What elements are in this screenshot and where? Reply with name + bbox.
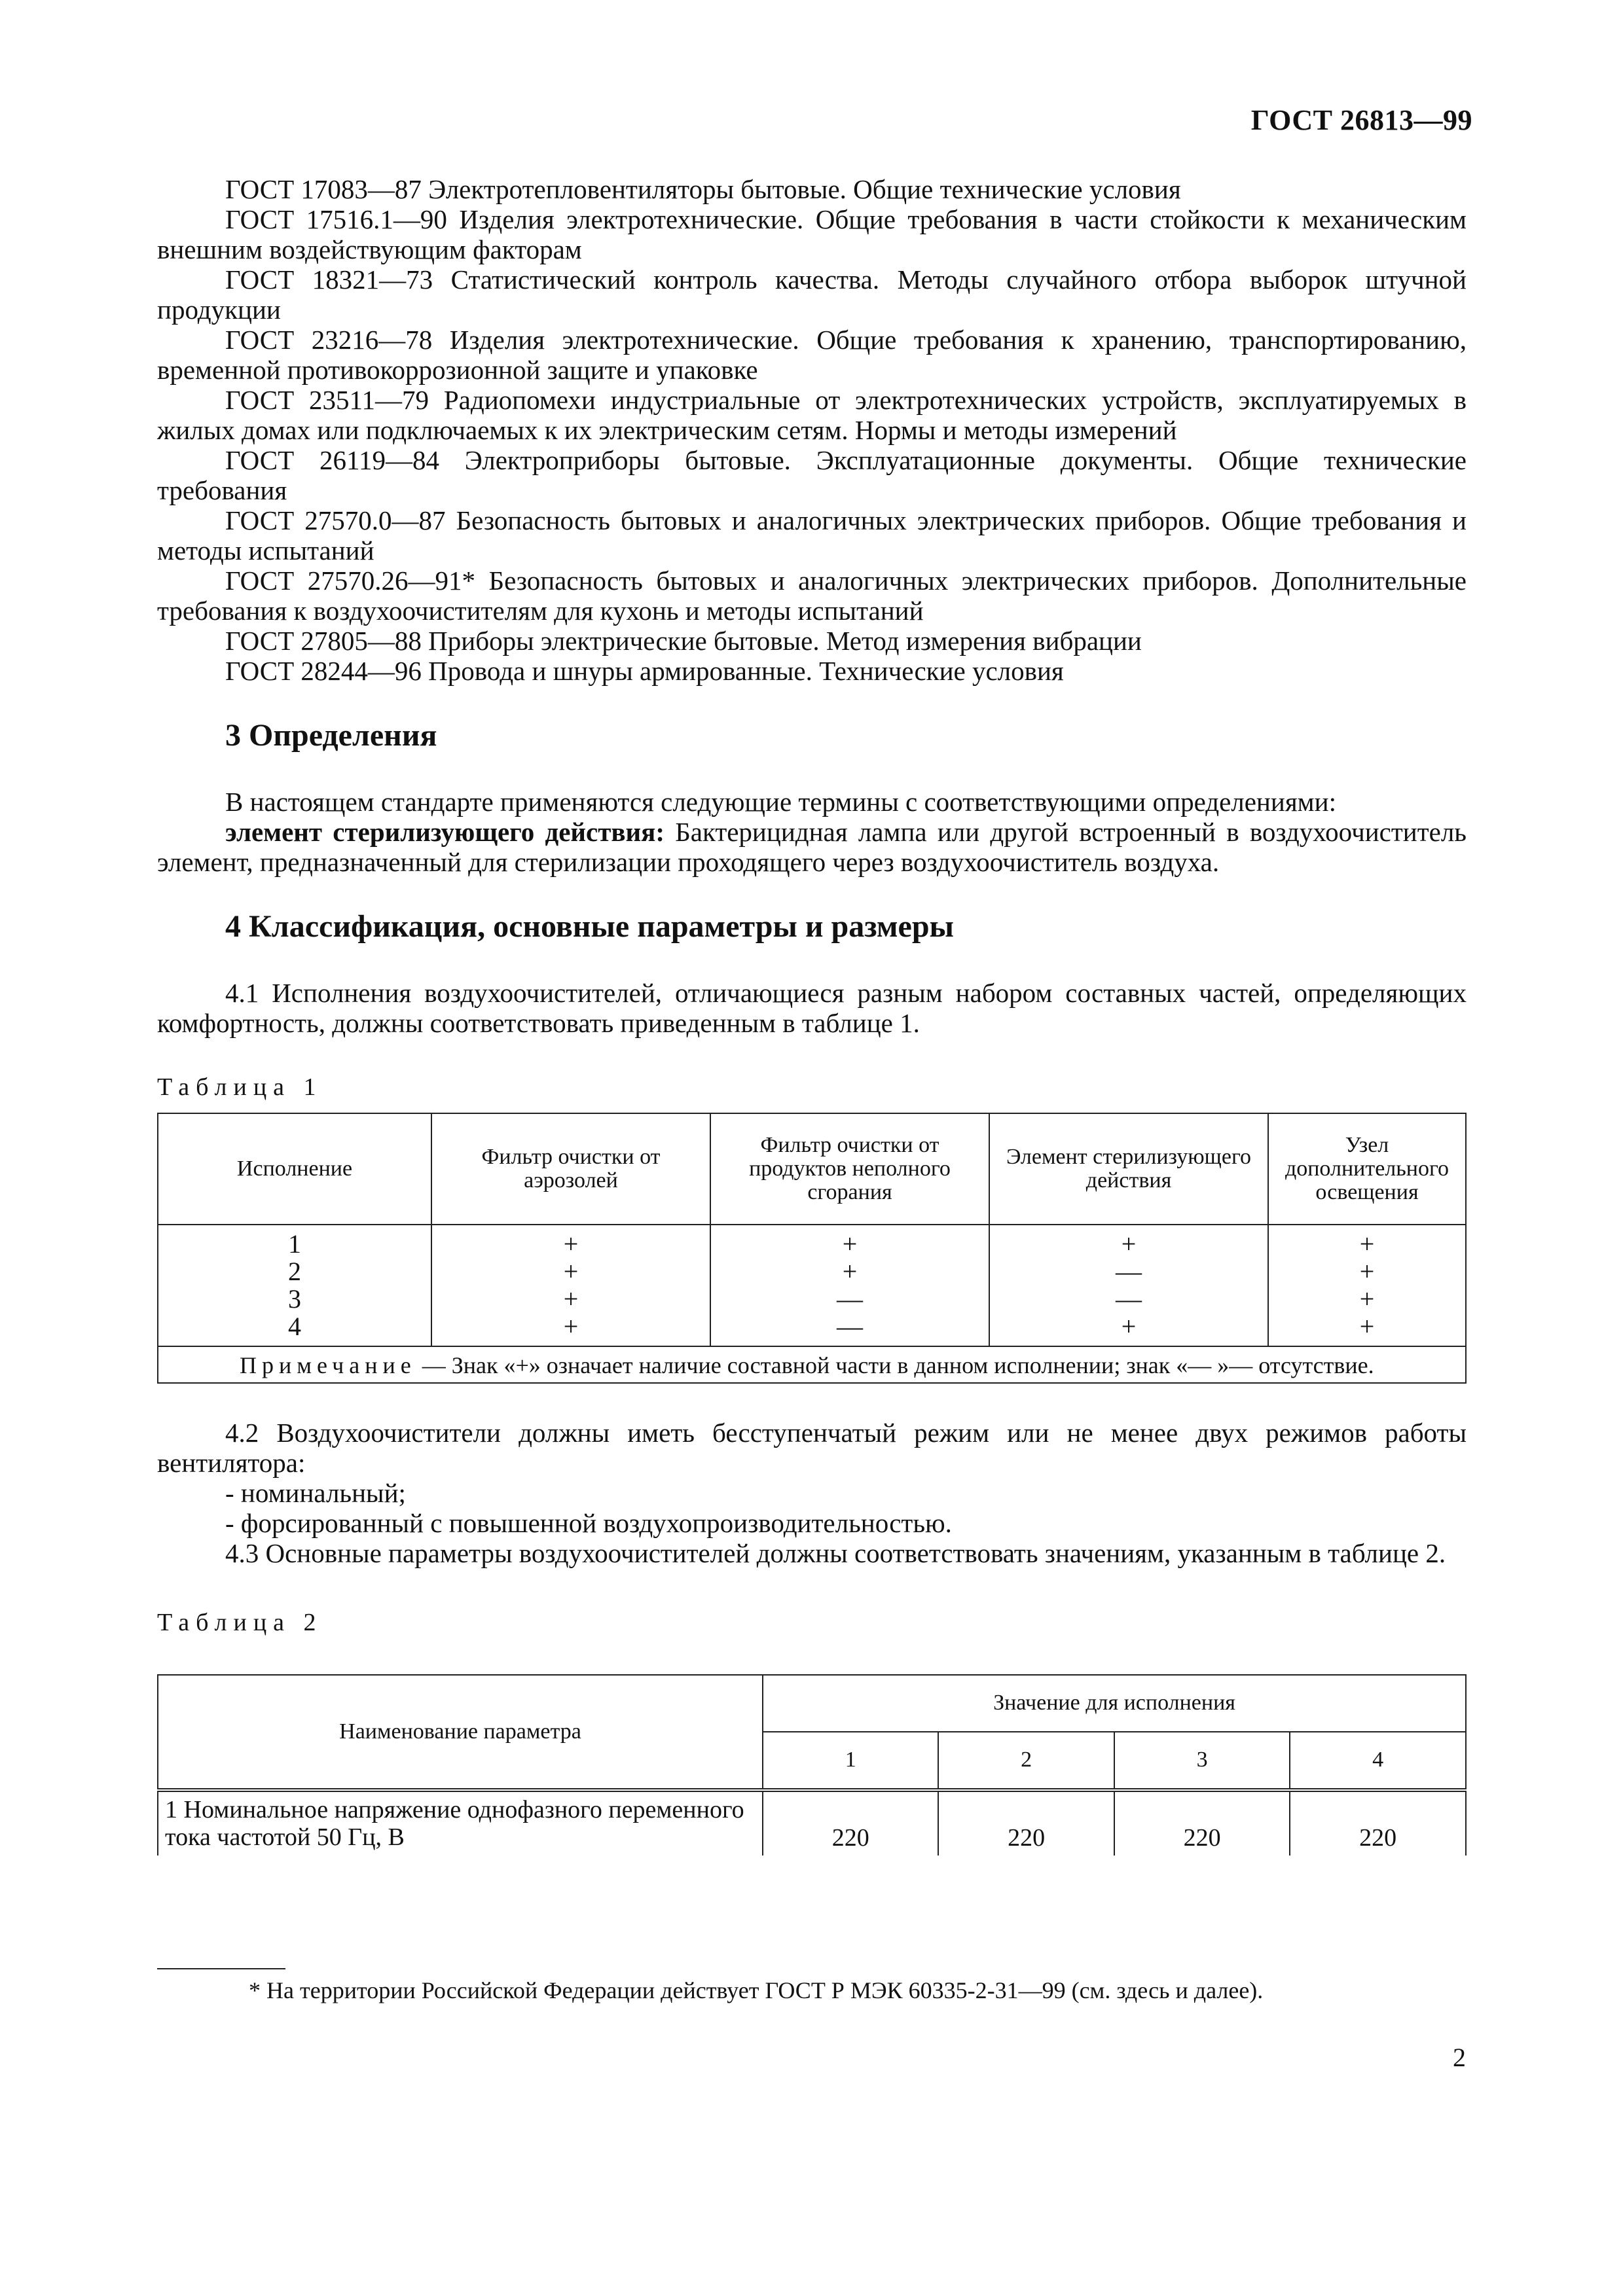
table-cell: 220 (938, 1790, 1114, 1856)
paragraph-4-3: 4.3 Основные параметры воздухоочистителей должны соответствовать значениям, указанным в таблице 2. (225, 1538, 1446, 1568)
table-header-cell: Узел дополнительного освещения (1268, 1113, 1466, 1225)
note-text: — Знак «+» означает наличие составной части в данном исполнении; знак «— »— отсутствие. (416, 1352, 1374, 1378)
table-note (158, 1346, 1466, 1383)
reference-item: ГОСТ 17516.1—90 Изделия электротехнические. Общие требования в части стойкости к механическим внешним воздействующим факторам (157, 204, 1467, 264)
table-header-cell: 4 (1290, 1732, 1466, 1790)
table-body-row (158, 1225, 1466, 1346)
table-cell: 2 (288, 1257, 301, 1286)
table-cell: + (1121, 1229, 1137, 1259)
list-item: - форсированный с повышенной воздухопроизводительностью. (225, 1508, 952, 1538)
reference-item: ГОСТ 28244—96 Провода и шнуры армированные. Технические условия (225, 656, 1064, 686)
table-cell: + (563, 1229, 579, 1259)
table-cell: 220 (763, 1790, 938, 1856)
table-cell: + (563, 1257, 579, 1286)
reference-item: ГОСТ 18321—73 Статистический контроль качества. Методы случайного отбора выборок штучной продукции (157, 264, 1467, 325)
table-cell: + (842, 1257, 858, 1286)
footnote-rule (157, 1968, 285, 1969)
term-definition (157, 817, 1467, 877)
table-1 (157, 1113, 1467, 1384)
list-item: - номинальный; (225, 1478, 406, 1508)
table-cell: + (563, 1284, 579, 1314)
table-header-cell: Значение для исполнения (763, 1675, 1466, 1732)
table-cell: + (842, 1229, 858, 1259)
table-header-cell: Исполнение (158, 1113, 431, 1225)
page-content (157, 174, 1467, 1856)
section-3-intro: В настоящем стандарте применяются следующие термины с соответствующими определениями: (225, 787, 1336, 817)
table-cell: 3 (288, 1284, 301, 1314)
reference-item: ГОСТ 23216—78 Изделия электротехнические. Общие требования к хранению, транспортированию, временной противокоррозионной защите и упаковке (157, 325, 1467, 385)
table-cell: + (1121, 1312, 1137, 1341)
table-column-cell (431, 1225, 710, 1346)
table-2 (157, 1674, 1467, 1856)
table-cell: + (1359, 1284, 1375, 1314)
table-row (158, 1790, 1466, 1856)
table-cell: + (1359, 1229, 1375, 1259)
paragraph-4-1: 4.1 Исполнения воздухоочистителей, отличающиеся разным набором составных частей, определяющих комфортность, должны соответствовать приведенным в таблице 1. (157, 978, 1467, 1038)
table-header-cell: 1 (763, 1732, 938, 1790)
table-column-cell (989, 1225, 1268, 1346)
table-cell: 1 (288, 1229, 301, 1259)
table-header-cell: Элемент стерилизующего действия (989, 1113, 1268, 1225)
table-header-cell: Фильтр очистки от продуктов неполного сгорания (710, 1113, 989, 1225)
table-cell: 4 (288, 1312, 301, 1341)
normative-references (157, 174, 1467, 686)
table-cell: + (1359, 1257, 1375, 1286)
table-header-cell: Фильтр очистки от аэрозолей (431, 1113, 710, 1225)
table-cell: + (1359, 1312, 1375, 1341)
table-cell: — (837, 1284, 863, 1314)
reference-item: ГОСТ 23511—79 Радиопомехи индустриальные от электротехнических устройств, эксплуатируемых в жилых домах или подключаемых к их электрическим сетям. Нормы и методы измерений (157, 385, 1467, 445)
table-cell: — (1116, 1284, 1142, 1314)
table-cell: — (1116, 1257, 1142, 1286)
table-cell: + (563, 1312, 579, 1341)
note-label: Примечание (240, 1352, 416, 1378)
reference-item: ГОСТ 17083—87 Электротепловентиляторы бытовые. Общие технические условия (225, 174, 1181, 204)
table-cell: 1 Номинальное напряжение однофазного переменного тока частотой 50 Гц, В (158, 1790, 763, 1856)
term-name: элемент стерилизующего действия: (225, 817, 665, 847)
table-note-row (158, 1346, 1466, 1383)
table-cell: 220 (1290, 1790, 1466, 1856)
reference-item: ГОСТ 26119—84 Электроприборы бытовые. Эксплуатационные документы. Общие технические требования (157, 445, 1467, 505)
table-header-cell: 2 (938, 1732, 1114, 1790)
table-cell: 220 (1114, 1790, 1290, 1856)
table-header-row (158, 1675, 1466, 1732)
footnote: * На территории Российской Федерации действует ГОСТ Р МЭК 60335-2-31—99 (см. здесь и далее). (249, 1977, 1264, 2003)
table-column-cell (710, 1225, 989, 1346)
table-1-label: Таблица 1 (157, 1073, 323, 1101)
page-number: 2 (1453, 2043, 1466, 2072)
table-cell: — (837, 1312, 863, 1341)
table-2-label: Таблица 2 (157, 1609, 323, 1636)
table-column-cell (1268, 1225, 1466, 1346)
table-header-row (158, 1113, 1466, 1225)
reference-item: ГОСТ 27805—88 Приборы электрические бытовые. Метод измерения вибрации (225, 626, 1142, 656)
section-3-heading: 3 Определения (225, 718, 437, 753)
term-text: Бактерицидная лампа или другой встроенный в воздухоочиститель элемент, предназначенный для стерилизации проходящего через воздухоочиститель воздуха. (157, 817, 1467, 877)
table-header-cell: Наименование параметра (158, 1675, 763, 1790)
reference-item: ГОСТ 27570.0—87 Безопасность бытовых и аналогичных электрических приборов. Общие требования и методы испытаний (157, 505, 1467, 565)
table-header-cell: 3 (1114, 1732, 1290, 1790)
table-column-cell (158, 1225, 431, 1346)
document-header: ГОСТ 26813—99 (1250, 104, 1472, 136)
reference-item: ГОСТ 27570.26—91* Безопасность бытовых и аналогичных электрических приборов. Дополнительные требования к воздухоочистителям для кухонь и методы испытаний (157, 565, 1467, 626)
paragraph-4-2: 4.2 Воздухоочистители должны иметь бесступенчатый режим или не менее двух режимов работы вентилятора: (157, 1418, 1467, 1478)
section-4-heading: 4 Классификация, основные параметры и размеры (225, 909, 955, 944)
